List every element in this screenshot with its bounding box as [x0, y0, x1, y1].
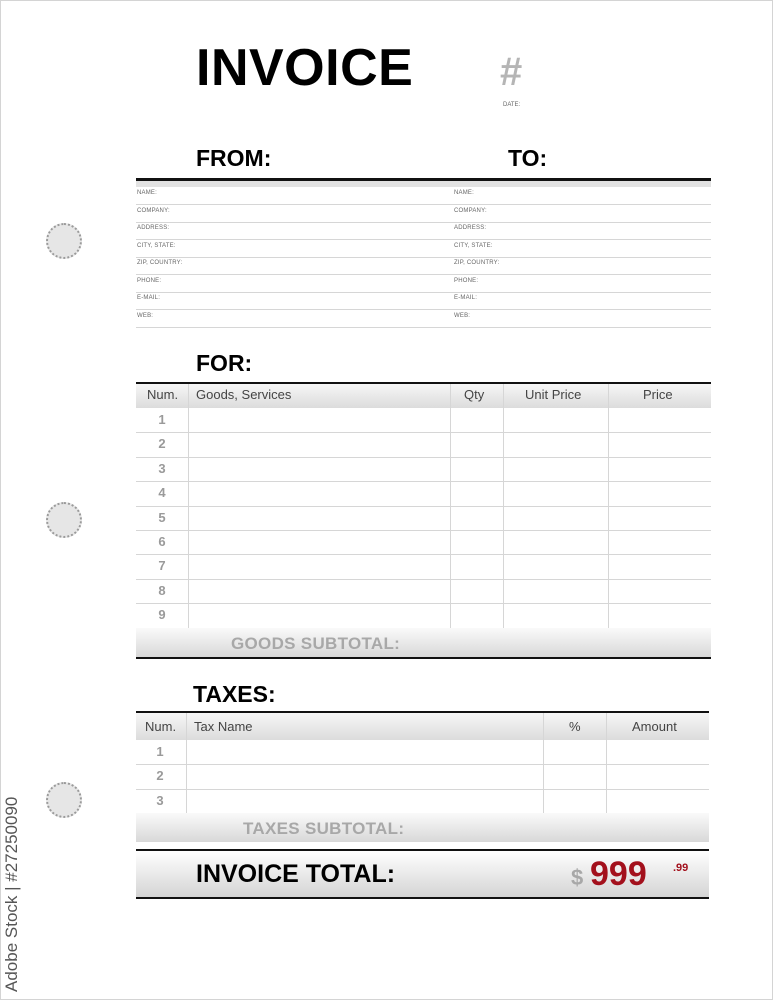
goods-row-rule [136, 506, 711, 507]
parties-field-rule [136, 222, 711, 223]
from-field-label: CITY, STATE: [137, 242, 176, 249]
to-field-label: CITY, STATE: [454, 242, 493, 249]
goods-row-rule [136, 432, 711, 433]
to-field-label: WEB: [454, 312, 471, 319]
stock-id-text: Adobe Stock | #27250090 [2, 796, 21, 992]
goods-row-number: 4 [158, 485, 166, 501]
to-heading: TO: [508, 145, 548, 171]
taxes-col-percent: % [569, 719, 581, 734]
taxes-divider [186, 713, 187, 813]
goods-col-qty: Qty [464, 387, 485, 402]
taxes-subtotal-bar [136, 813, 709, 842]
total-bottom-rule [136, 897, 709, 899]
goods-row-number: 1 [158, 412, 166, 427]
parties-field-rule [136, 204, 711, 205]
tax-row-number: 1 [156, 744, 164, 759]
goods-row-number: 9 [158, 607, 166, 623]
invoice-title: INVOICE [196, 39, 414, 97]
taxes-subtotal-label: TAXES SUBTOTAL: [243, 819, 405, 838]
parties-band [136, 181, 711, 187]
to-field-label: PHONE: [454, 277, 479, 284]
currency-symbol: $ [571, 865, 584, 890]
tax-row-rule [136, 764, 709, 765]
total-amount: 999 [590, 855, 647, 893]
parties-field-rule [136, 257, 711, 258]
parties-field-rule [136, 239, 711, 240]
from-heading: FROM: [196, 145, 272, 171]
from-field-label: E-MAIL: [137, 295, 161, 301]
goods-col-num: Num. [147, 387, 179, 402]
parties-field-rule [136, 274, 711, 275]
invoice-total-label: INVOICE TOTAL: [196, 860, 396, 888]
taxes-heading: TAXES: [193, 681, 276, 707]
from-field-label: ZIP, COUNTRY: [137, 260, 183, 266]
goods-row-number: 7 [158, 558, 166, 574]
tax-row-number: 2 [156, 768, 164, 784]
tax-row-number: 3 [156, 792, 164, 808]
binder-hole-2 [46, 502, 82, 538]
goods-subtotal-bar [136, 628, 711, 657]
date-label: DATE: [503, 102, 521, 108]
goods-row-rule [136, 554, 711, 555]
goods-row-number: 3 [158, 460, 166, 476]
taxes-divider [543, 713, 544, 813]
to-field-label: NAME: [454, 190, 475, 196]
total-cents: .99 [673, 862, 689, 874]
parties-field-rule [136, 292, 711, 293]
to-field-label: ADDRESS: [454, 225, 487, 231]
to-field-label: E-MAIL: [454, 295, 478, 301]
goods-row-rule [136, 530, 711, 531]
goods-row-rule [136, 457, 711, 458]
binder-hole-3 [46, 782, 82, 818]
goods-row-rule [136, 481, 711, 482]
goods-heading: FOR: [196, 350, 253, 376]
taxes-col-amount: Amount [632, 719, 677, 734]
goods-row-rule [136, 579, 711, 580]
taxes-col-name: Tax Name [194, 719, 253, 734]
from-field-label: ADDRESS: [137, 225, 170, 231]
from-field-label: WEB: [137, 312, 154, 319]
from-field-label: COMPANY: [137, 207, 170, 214]
goods-col-unit-price: Unit Price [525, 387, 582, 402]
goods-row-rule [136, 603, 711, 604]
parties-field-rule [136, 327, 711, 328]
goods-bottom-rule [136, 657, 711, 659]
from-field-label: PHONE: [137, 277, 162, 284]
goods-col-price: Price [643, 387, 673, 402]
taxes-col-num: Num. [145, 719, 177, 734]
from-field-label: NAME: [137, 190, 158, 196]
parties-field-rule [136, 309, 711, 310]
goods-row-number: 8 [158, 582, 166, 598]
invoice-number-symbol: # [500, 50, 523, 94]
tax-row-rule [136, 789, 709, 790]
goods-row-number: 6 [158, 534, 166, 549]
goods-row-number: 5 [158, 509, 166, 525]
goods-col-goods: Goods, Services [196, 387, 292, 402]
to-field-label: ZIP, COUNTRY: [454, 260, 500, 266]
binder-hole-1 [46, 223, 82, 259]
goods-subtotal-label: GOODS SUBTOTAL: [231, 634, 401, 653]
to-field-label: COMPANY: [454, 207, 487, 214]
goods-row-number: 2 [158, 436, 166, 452]
taxes-divider [606, 713, 607, 813]
